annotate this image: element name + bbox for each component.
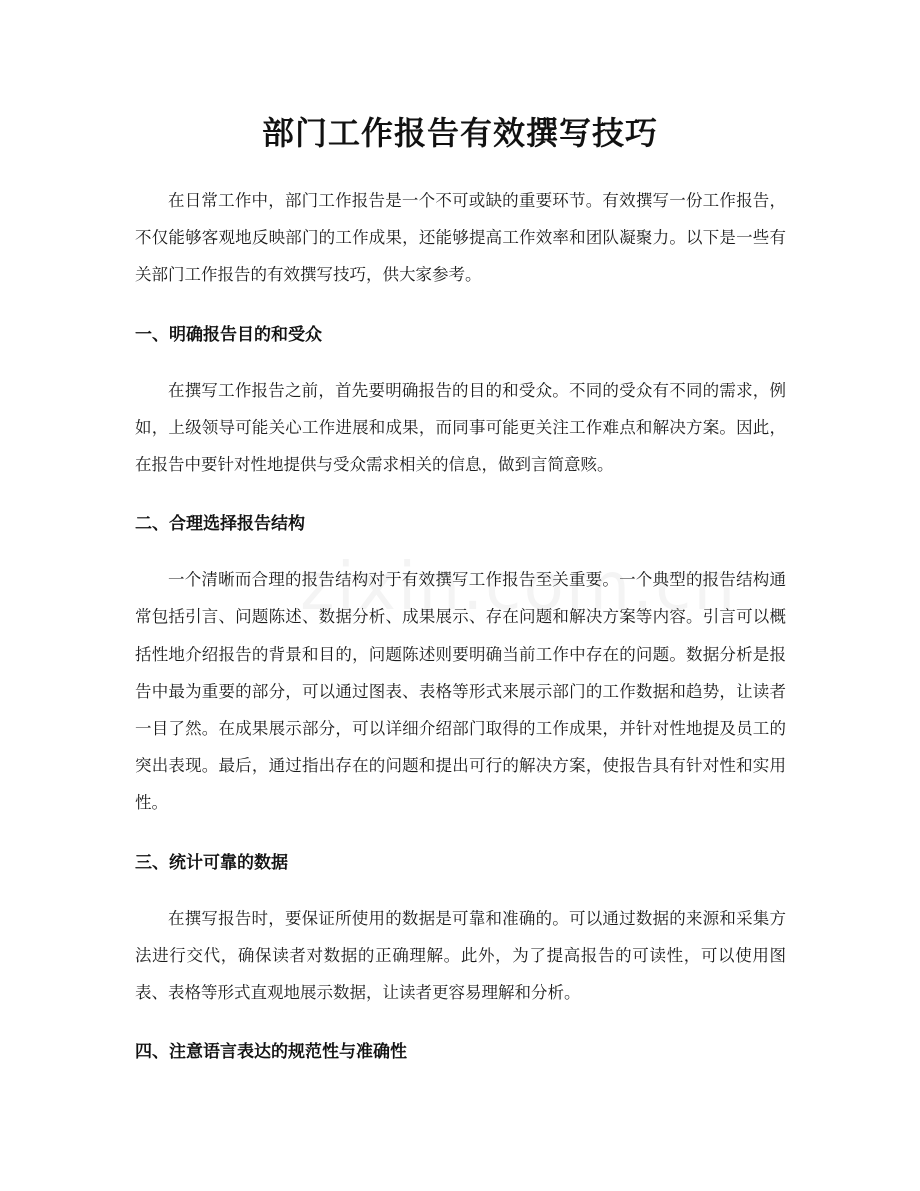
section-heading-3: 三、统计可靠的数据 bbox=[135, 852, 288, 873]
section-heading-2: 二、合理选择报告结构 bbox=[135, 514, 305, 535]
intro-paragraph: 在日常工作中，部门工作报告是一个不可或缺的重要环节。有效撰写一份工作报告，不仅能够客观地反映部门的工作成果，还能够提高工作效率和团队凝聚力。以下是一些有关部门工作报告的有效撰写技巧，供大家参考。 bbox=[135, 191, 786, 285]
section-heading-4: 四、注意语言表达的规范性与准确性 bbox=[135, 1042, 407, 1063]
section-paragraph-2: 一个清晰而合理的报告结构对于有效撰写工作报告至关重要。一个典型的报告结构通常包括引言、问题陈述、数据分析、成果展示、存在问题和解决方案等内容。引言可以概括性地介绍报告的背景和目的，问题陈述则要明确当前工作中存在的问题。数据分析是报告中最为重要的部分，可以通过图表、表格等形式来展示部门的工作数据和趋势，让读者一目了然。在成果展示部分，可以详细介绍部门取得的工作成果，并针对性地提及员工的突出表现。最后，通过指出存在的问题和提出可行的解决方案，使报告具有针对性和实用性。 bbox=[135, 570, 786, 813]
section-paragraph-3: 在撰写报告时，要保证所使用的数据是可靠和准确的。可以通过数据的来源和采集方法进行交代，确保读者对数据的正确理解。此外，为了提高报告的可读性，可以使用图表、表格等形式直观地展示数据，让读者更容易理解和分析。 bbox=[135, 908, 786, 1003]
document-body bbox=[135, 182, 786, 1089]
section-paragraph-1: 在撰写工作报告之前，首先要明确报告的目的和受众。不同的受众有不同的需求，例如，上级领导可能关心工作进展和成果，而同事可能更关注工作难点和解决方案。因此，在报告中要针对性地提供与受众需求相关的信息，做到言简意赅。 bbox=[135, 380, 786, 475]
document-title: 部门工作报告有效撰写技巧 bbox=[261, 114, 658, 152]
section-heading-1: 一、明确报告目的和受众 bbox=[135, 324, 322, 345]
